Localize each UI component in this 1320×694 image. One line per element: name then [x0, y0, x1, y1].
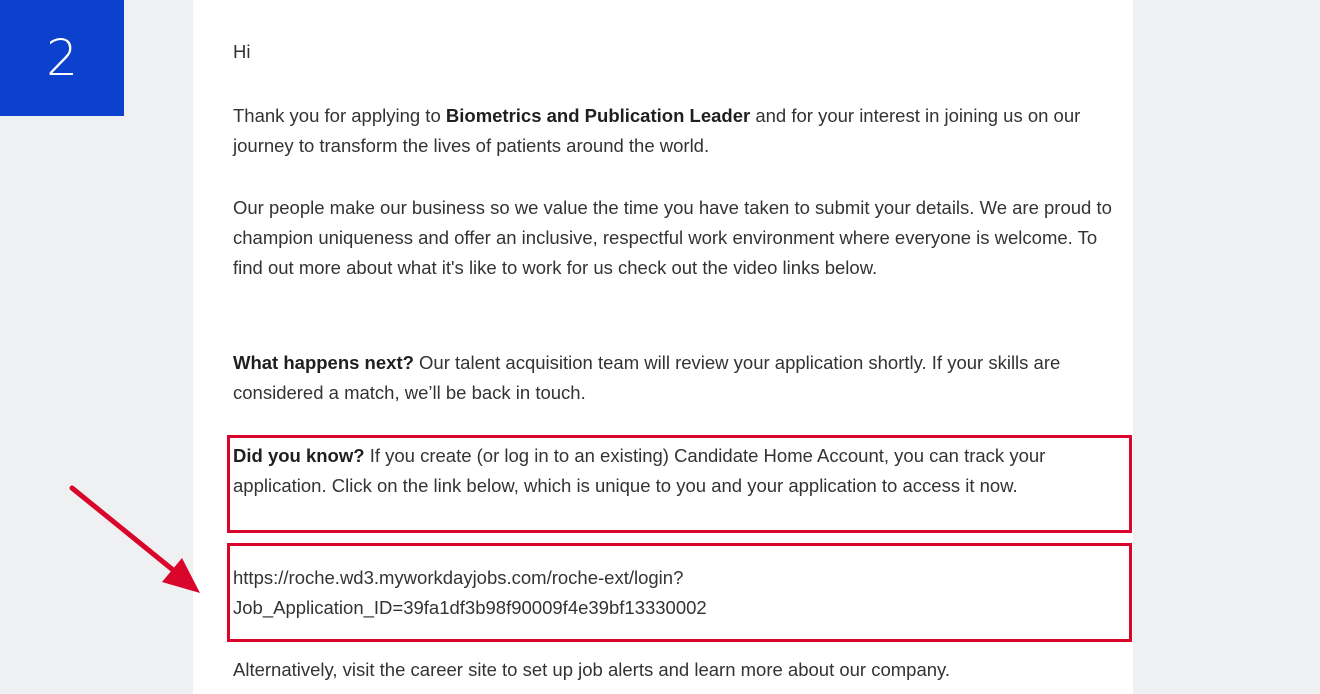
step-number-badge [0, 0, 124, 116]
did-you-know-body: If you create (or log in to an existing) Candidate Home Account, you can track your application. Click on the link below, which is unique to you and your application to access it now. [233, 445, 1046, 496]
thank-you-paragraph [233, 101, 1113, 161]
application-link-line2[interactable]: Job_Application_ID=39fa1df3b98f90009f4e39bf13330002 [233, 597, 707, 618]
next-steps-paragraph [233, 348, 1113, 408]
step-number: 2 [46, 29, 78, 87]
greeting: Hi [233, 41, 251, 62]
thank-you-lead: Thank you for applying to [233, 105, 446, 126]
red-arrow-icon [66, 480, 206, 600]
thank-you-rest: and for your interest in joining us on our journey to transform the lives of patients around the world. [233, 105, 1081, 156]
career-site-paragraph: Alternatively, visit the career site to set up job alerts and learn more about our company. [233, 659, 951, 680]
application-link-highlight-box [227, 543, 1132, 642]
next-steps-body: Our talent acquisition team will review your application shortly. If your skills are considered a match, we’ll be back in touch. [233, 352, 1061, 403]
did-you-know-highlight-box [227, 435, 1132, 533]
next-steps-heading: What happens next? [233, 352, 414, 373]
job-title: Biometrics and Publication Leader [445, 105, 751, 126]
did-you-know-heading: Did you know? [233, 445, 365, 466]
values-paragraph: Our people make our business so we value the time you have taken to submit your details. We are proud to champion uniqueness and offer an inclusive, respectful work environment where everyone is welcome. To find out more about what it's like to work for us check out the video links below. [233, 197, 1112, 278]
application-link-line1[interactable]: https://roche.wd3.myworkdayjobs.com/roche-ext/login? [233, 567, 684, 588]
